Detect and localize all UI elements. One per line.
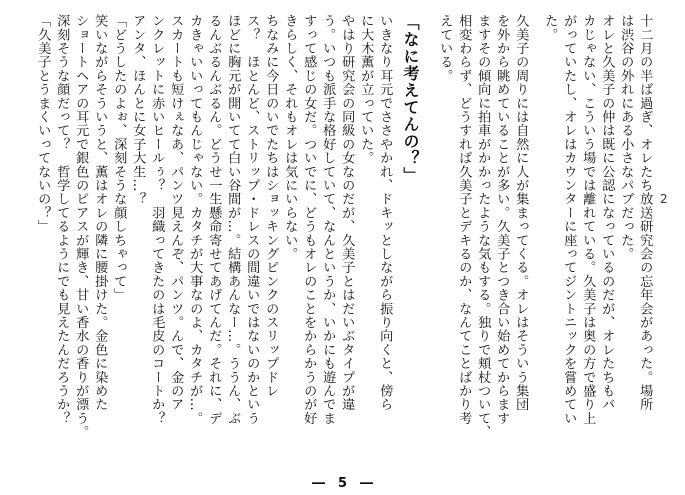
- text-column: ショートヘアの耳元で銀色のピアスが輝き、甘い香水の香りが漂う。: [73, 14, 89, 439]
- text-column: ますその傾向に拍車がかかったような気もする。独りで頬杖ついて、: [475, 14, 491, 439]
- text-column: 笑いながらそういうと、薫はオレの隣に腰掛けた。金色に染めた: [92, 14, 108, 412]
- page-footer-number: ― 5 ―: [311, 476, 374, 491]
- text-column: ほどに胸元が開いてて白い谷間が…。結構あんなー…。ううん、ぶ: [225, 14, 241, 425]
- text-column: ンクレットに赤いヒールぅ？ 羽織ってきたのは毛皮のコートか？: [149, 14, 165, 425]
- text-column: きらしく、それもオレは気にいらない。: [282, 14, 298, 261]
- text-column: カきゃいいってもんじゃない。カタチが大事なのよ、カタチが…。: [187, 14, 203, 425]
- text-column: 久美子の周りには自然に人が集まってくる。オレはそういう集団: [513, 14, 529, 412]
- text-column: スカートも短けぇなあ、パンツ見えんぞ、パンツ。んで、金のア: [168, 14, 184, 412]
- text-column: るんぶるんぶるん。どうせ一生懸命寄せてあげてんだ。それに、デ: [206, 14, 222, 425]
- text-column: カじゃない、こういう場では離れている。久美子は奥の方で盛り上: [580, 14, 596, 425]
- text-column: は渋谷の外れにある小さなパブだった。: [618, 14, 634, 261]
- text-column: を外から眺めていることが多い。久美子とつき合い始めてからます: [494, 14, 510, 425]
- text-column: た。: [542, 14, 558, 42]
- text-column: やはり研究会の同級の女なのだが、久美子とはだいぶタイプが違: [339, 14, 355, 412]
- text-column: オレと久美子の仲は既に公認になっているのだが、オレたちもバ: [599, 14, 615, 412]
- text-column: アンタ、ほんとに女子大生…？: [130, 14, 146, 206]
- text-column: に大木薫が立っていた。: [358, 14, 374, 165]
- side-page-number: 2: [660, 192, 668, 206]
- text-column: いきなり耳元でささやかれ、ドキッとしながら振り向くと、傍ら: [377, 14, 393, 412]
- text-column: 「久美子とうまくいってないの？」: [35, 14, 51, 234]
- text-column: 十二月の半ば過ぎ、オレたち放送研究会の忘年会があった。場所: [637, 14, 653, 412]
- dialogue-heading: 「なに考えてんの？」: [401, 14, 420, 184]
- text-column: ス？ ほとんど、ストリップ・ドレスの間違いではないのかという: [244, 14, 260, 425]
- text-column: う。いつも派手な格好していて、なんというか、いかにも遊んでま: [320, 14, 336, 425]
- text-column: 深刻そうな顔だって？ 哲学してるようにでも見えたんだろうか？: [54, 14, 70, 425]
- text-column: 相変わらず、どうすれば久美子とデキるのか、なんてことばかり考: [456, 14, 472, 425]
- text-column: がっていたし、オレはカウンターに座ってジントニックを嘗めてい: [561, 14, 577, 425]
- text-column: ちなみに今日のいでたちはショッキングピンクのスリップドレ: [263, 14, 279, 398]
- text-column: すって感じの女だ。ついでに、どうもオレのことをからかうのが好: [301, 14, 317, 425]
- text-column: えている。: [437, 14, 453, 83]
- text-column: 「どうしたのよぉ、深刻そうな顔しちゃって」: [111, 14, 127, 302]
